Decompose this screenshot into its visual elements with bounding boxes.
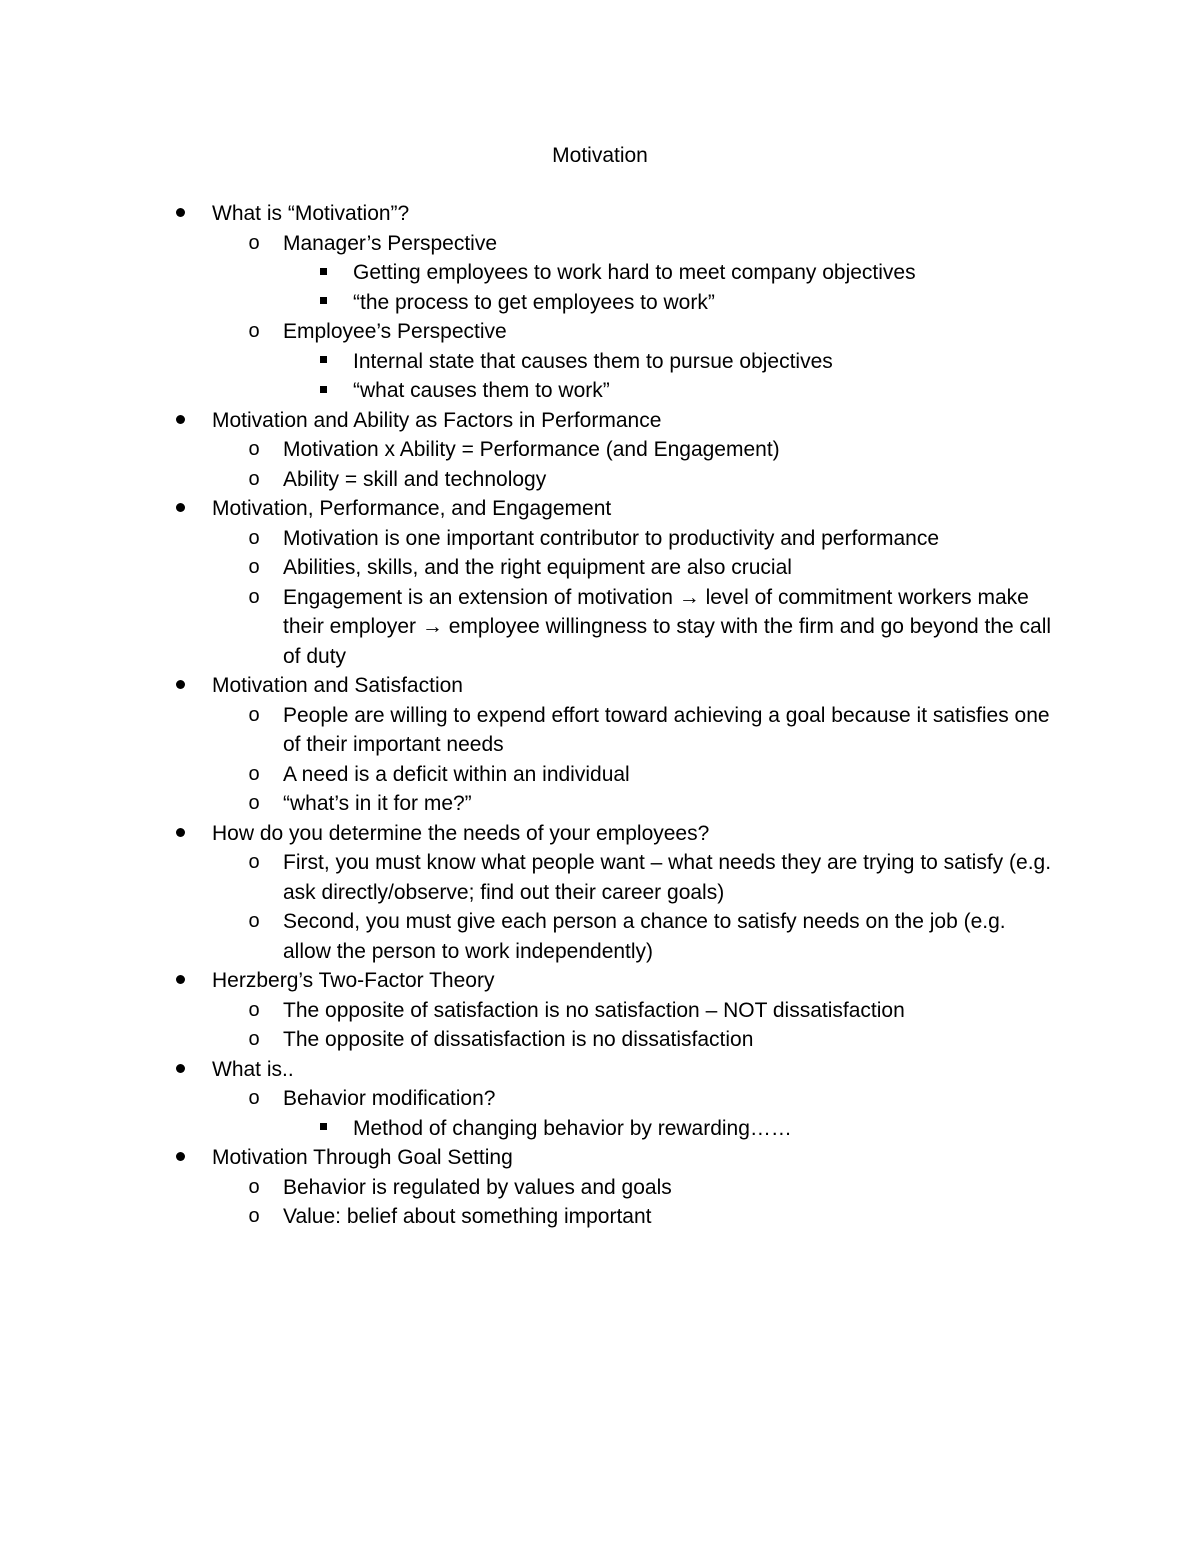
list-item: “the process to get employees to work” [0,288,1058,318]
circle-bullet-icon: o [248,467,260,490]
list-item: Getting employees to work hard to meet company objectives [0,258,1058,288]
list-item: o People are willing to expend effort toward achieving a goal because it satisfies one of their important needs [0,701,1058,760]
list-item: Motivation Through Goal Setting [0,1143,1057,1173]
list-item: o Motivation x Ability = Performance (and Engagement) [0,435,1058,465]
list-item: o Behavior is regulated by values and goals [0,1173,1058,1203]
outline-list [0,199,1200,1232]
list-item: Motivation and Satisfaction [0,671,1057,701]
circle-bullet-icon: o [248,1205,260,1227]
list-item: What is.. [0,1055,1057,1085]
document-title: Motivation [552,144,648,167]
list-item: Motivation, Performance, and Engagement [0,494,1057,524]
list-item: o Value: belief about something important [0,1202,1058,1232]
circle-bullet-icon: o [248,231,260,254]
list-item: o “what’s in it for me?” [0,789,1058,819]
circle-bullet-icon: o [248,910,260,932]
list-item: o Manager’s Perspective [0,229,1058,259]
bullet-icon [170,966,190,996]
list-item: o Engagement is an extension of motivation → level of commitment workers make their employer → employee willingness to stay with the firm and go beyond the call of duty [0,583,1058,672]
circle-bullet-icon: o [248,703,260,726]
list-item: Herzberg’s Two-Factor Theory [0,966,1057,996]
circle-bullet-icon: o [248,792,260,814]
square-bullet-icon [313,1114,333,1144]
list-item: “what causes them to work” [0,376,1058,406]
bullet-icon [170,1055,190,1085]
list-item: o Behavior modification? [0,1084,1058,1114]
list-item: o Motivation is one important contributor to productivity and performance [0,524,1058,554]
list-item: How do you determine the needs of your employees? [0,819,1057,849]
square-bullet-icon [313,288,333,318]
list-item: What is “Motivation”? [0,199,1057,229]
square-bullet-icon [313,376,333,406]
list-item: Internal state that causes them to pursue objectives [0,347,1058,377]
circle-bullet-icon: o [248,1087,260,1109]
list-item: o The opposite of dissatisfaction is no dissatisfaction [0,1025,1058,1055]
bullet-icon [170,199,190,229]
bullet-icon [170,1143,190,1173]
circle-bullet-icon: o [248,526,260,549]
list-item: o Employee’s Perspective [0,317,1058,347]
list-item: Motivation and Ability as Factors in Performance [0,406,1057,436]
circle-bullet-icon: o [248,438,260,460]
list-item: Method of changing behavior by rewarding…… [0,1114,1058,1144]
circle-bullet-icon: o [248,851,260,873]
circle-bullet-icon: o [248,556,260,578]
list-item: o Ability = skill and technology [0,465,1058,495]
list-item: o Abilities, skills, and the right equipment are also crucial [0,553,1058,583]
list-item: o First, you must know what people want – what needs they are trying to satisfy (e.g. ask directly/observe; find out their career goals) [0,848,1058,907]
circle-bullet-icon: o [248,585,260,608]
circle-bullet-icon: o [248,320,260,342]
bullet-icon [170,494,190,524]
bullet-icon [170,819,190,849]
circle-bullet-icon: o [248,1175,260,1198]
list-item: o The opposite of satisfaction is no satisfaction – NOT dissatisfaction [0,996,1058,1026]
circle-bullet-icon: o [248,998,260,1021]
list-item: o Second, you must give each person a chance to satisfy needs on the job (e.g. allow the person to work independently) [0,907,1058,966]
circle-bullet-icon: o [248,1028,260,1050]
square-bullet-icon [313,258,333,288]
circle-bullet-icon: o [248,762,260,785]
list-item: o A need is a deficit within an individual [0,760,1058,790]
bullet-icon [170,671,190,701]
bullet-icon [170,406,190,436]
square-bullet-icon [313,347,333,377]
